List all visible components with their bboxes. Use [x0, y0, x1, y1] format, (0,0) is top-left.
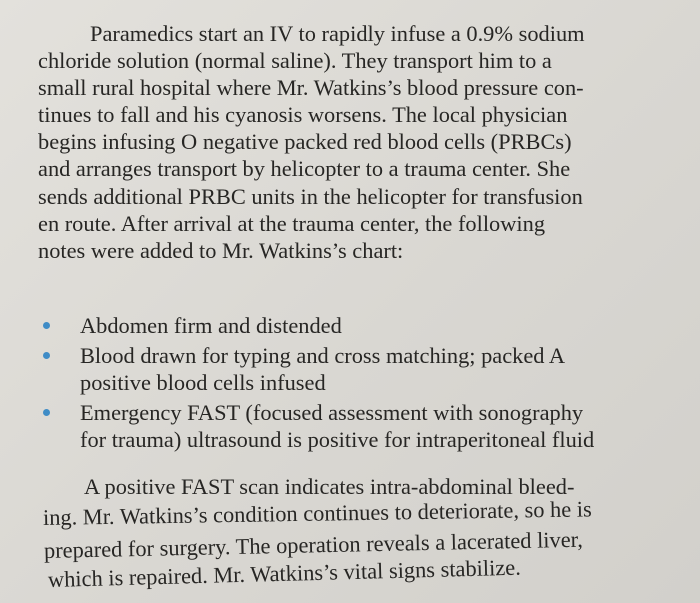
text-line: notes were added to Mr. Watkins’s chart:: [38, 237, 404, 263]
text-line: for trauma) ultrasound is positive for intraperitoneal fluid: [80, 427, 595, 453]
text-line: Abdomen firm and distended: [80, 313, 342, 338]
text-line: sends additional PRBC units in the helicopter for transfusion: [38, 183, 583, 209]
text-line: begins infusing O negative packed red blood cells (PRBCs): [38, 129, 572, 155]
text-line: Emergency FAST (focused assessment with sonography: [80, 400, 584, 425]
text-line: tinues to fall and his cyanosis worsens. The local physician: [38, 102, 568, 128]
text-line: chloride solution (normal saline). They transport him to a: [38, 48, 552, 74]
text-line: prepared for surgery. The operation reveals a lacerated liver,: [43, 526, 584, 563]
text-line: en route. After arrival at the trauma center, the following: [38, 210, 546, 236]
text-line: Blood drawn for typing and cross matching; packed A: [80, 343, 566, 368]
text-line: which is repaired. Mr. Watkins’s vital signs stabilize.: [47, 554, 522, 592]
text-line: ing. Mr. Watkins’s condition continues to deteriorate, so he is: [42, 496, 592, 530]
text-line: small rural hospital where Mr. Watkins’s blood pressure con-: [38, 75, 584, 101]
text-line: Paramedics start an IV to rapidly infuse a 0.9% sodium: [90, 21, 585, 46]
text-line: positive blood cells infused: [80, 370, 326, 396]
text-line: and arranges transport by helicopter to a trauma center. She: [38, 156, 571, 182]
text-line: A positive FAST scan indicates intra-abdominal bleed-: [84, 474, 575, 499]
